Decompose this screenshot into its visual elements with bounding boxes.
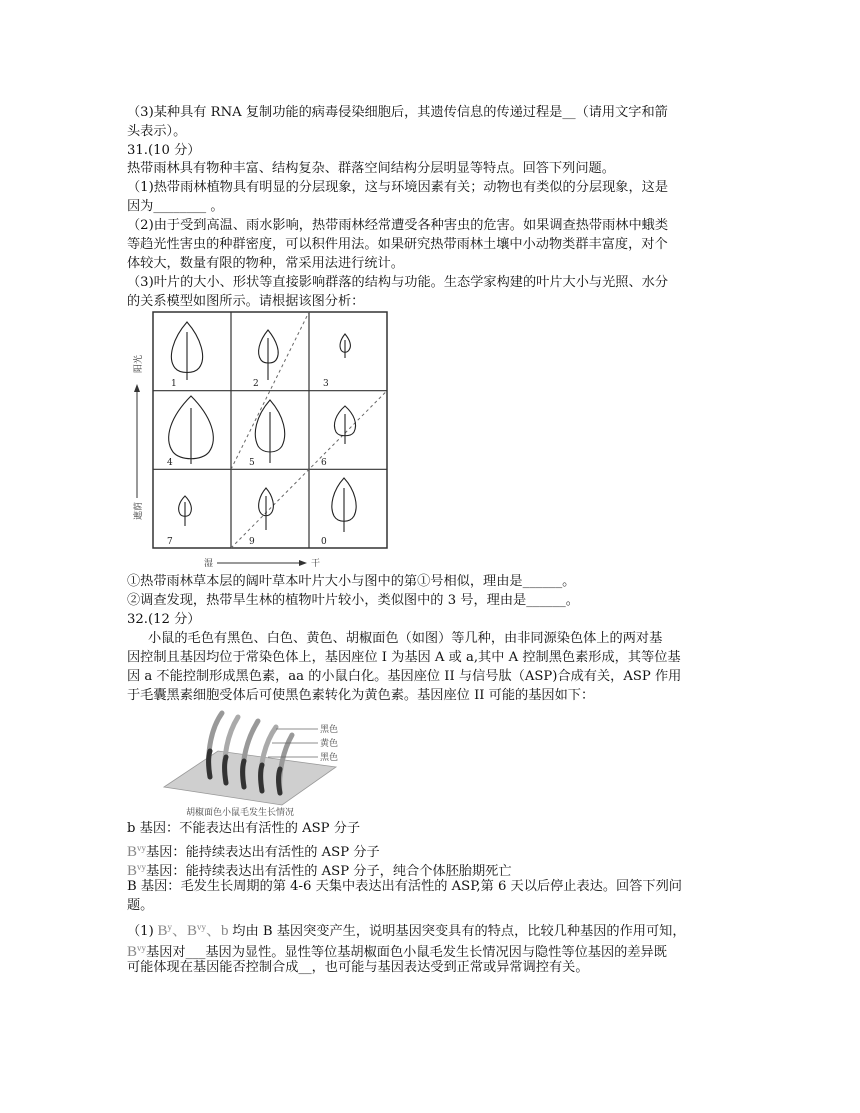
leaf-size-diagram: [125, 308, 390, 576]
hair-label-black-bottom: 黑色: [320, 753, 339, 763]
y-axis-top-label: 阳光: [134, 354, 144, 373]
q31-header: 31.(10 分）: [127, 143, 201, 158]
cell-label-9: 9: [249, 537, 255, 547]
q32-para-line4: 于毛囊黑素细胞受体后可使黑色素转化为黄色素。基因座位 II 可能的基因如下：: [127, 688, 595, 703]
gene-B-line1: B 基因：毛发生长周期的第 4-6 天集中表达出有活性的 ASP,第 6 天以后停止表达。回答下列问: [127, 879, 682, 894]
gene-by-line: $B^{vy}$基因：能持续表达出有活性的 ASP 分子，纯合个体胚胎期死亡: [127, 862, 512, 879]
q32-para-line3: 因 a 不能控制形成黑色素，aa 的小鼠白化。基因座位 II 与信号肽（ASP)合成有关，ASP 作用: [127, 669, 682, 684]
q32-part1-line3: 可能体现在基因能否控制合成__，也可能与基因表达受到正常或异常调控有关。: [127, 960, 589, 975]
gene-B-line2: 题。: [127, 898, 154, 913]
hair-growth-diagram: [160, 707, 360, 819]
cell-label-6: 6: [321, 458, 327, 468]
q30-line1: （3)某种具有 RNA 复制功能的病毒侵染细胞后，其遗传信息的传递过程是__（请用文字和箭: [127, 105, 668, 120]
hair-figure-caption: 胡椒面色小鼠毛发生长情况: [186, 808, 295, 818]
leaf-size-figure: [125, 308, 390, 580]
q31-part1-line1: （1)热带雨林植物具有明显的分层现象，这与环境因素有关；动物也有类似的分层现象，这是: [127, 180, 669, 195]
gene-symbol-bvy: $B^{vy}$: [127, 843, 147, 860]
q31-part2-line3: 体较大，数量有限的物种，常采用法进行统计。: [127, 256, 404, 271]
q31-sub2: ②调查发现，热带旱生林的植物叶片较小，类似图中的 3 号，理由是______。: [127, 593, 579, 608]
gene-bvy-line: $B^{vy}$基因：能持续表达出有活性的 ASP 分子: [127, 843, 380, 860]
q31-part3-line2: 的关系模型如图所示。请根据该图分析：: [127, 294, 365, 309]
q32-para-line1: 小鼠的毛色有黑色、白色、黄色、胡椒面色（如图）等几种，由非同源染色体上的两对基: [148, 631, 663, 646]
q30-line2: 头表示）。: [127, 124, 187, 139]
q31-part2-line1: （2)由于受到高温、雨水影响，热带雨林经常遭受各种害虫的危害。如果调查热带雨林中蛾类: [127, 218, 669, 233]
y-axis-bottom-label: 遮荫: [134, 501, 144, 520]
q31-part1-line2: 因为________ 。: [127, 199, 224, 214]
q32-part1-line2: $B^{vy}$基因对___基因为显性。显性等位基胡椒面色小鼠毛发生长情况因与隐性等位基因的差异既: [127, 943, 667, 960]
cell-label-2: 2: [253, 379, 259, 389]
hair-label-black-top: 黑色: [320, 725, 339, 735]
q31-intro: 热带雨林具有物种丰富、结构复杂、群落空间结构分层明显等特点。回答下列问题。: [127, 161, 615, 176]
hair-growth-figure: [160, 707, 360, 823]
cell-label-5: 5: [249, 458, 255, 468]
q32-header: 32.(12 分）: [127, 612, 201, 627]
gene-symbol-bvy-2: $B^{vy}$: [127, 943, 147, 960]
cell-label-7: 7: [167, 537, 173, 547]
q31-sub1: ①热带雨林草本层的阔叶草本叶片大小与图中的第①号相似，理由是______。: [127, 574, 576, 589]
cell-label-0: 0: [321, 537, 327, 547]
gene-b-line: b 基因：不能表达出有活性的 ASP 分子: [127, 821, 361, 836]
x-axis-left-label: 湿: [204, 559, 214, 569]
x-axis-right-label: 干: [311, 559, 321, 569]
cell-label-1: 1: [171, 379, 177, 389]
q32-para-line2: 因控制且基因均位于常染色体上，基因座位 I 为基因 A 或 a,其中 A 控制黑色素形成，其等位基: [127, 650, 681, 665]
cell-label-3: 3: [323, 379, 329, 389]
q31-part2-line2: 等趋光性害虫的种群密度，可以积件用法。如果研究热带雨林土壤中小动物类群丰富度，对个: [127, 237, 668, 252]
q31-part3-line1: （3)叶片的大小、形状等直接影响群落的结构与功能。生态学家构建的叶片大小与光照、水分: [127, 275, 669, 290]
cell-label-4: 4: [167, 458, 173, 468]
hair-label-yellow: 黄色: [320, 739, 339, 749]
gene-symbol-by: $B^{vy}$: [127, 862, 147, 879]
q32-part1-line1: （1) $B^y$、$B^{vy}$、b 均由 B 基因突变产生，说明基因突变具有的特点，比较几种基因的作用可知，: [127, 922, 686, 939]
gene-symbols-list: $B^y$、$B^{vy}$、b: [157, 922, 229, 939]
